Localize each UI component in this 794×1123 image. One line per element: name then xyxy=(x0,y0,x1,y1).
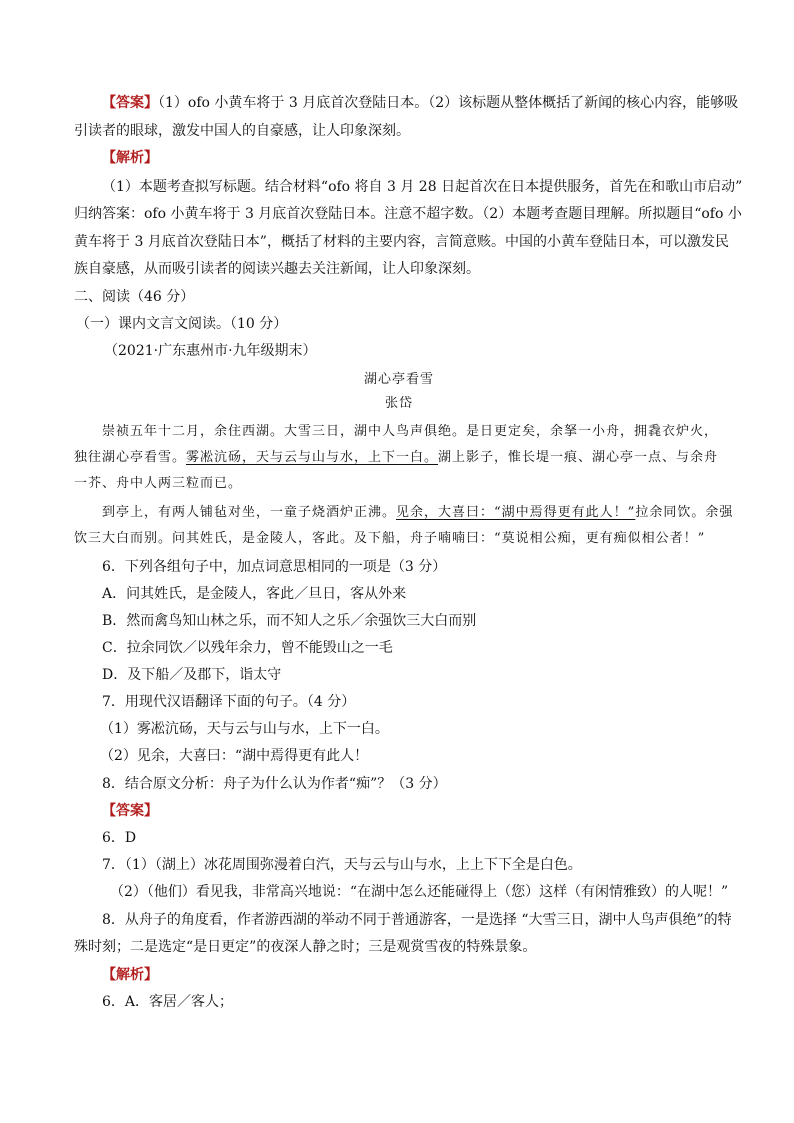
passage-p1-line-2: 独往湖心亭看雪。雾凇沆砀，天与云与山与水，上下一白。湖上影子，惟长堤一痕、湖心亭一点、与余舟 xyxy=(74,450,719,465)
passage-title: 湖心亭看雪 xyxy=(363,372,434,387)
passage-p1-line-3: 一芥、舟中人两三粒而已。 xyxy=(74,476,243,491)
passage-author: 张岱 xyxy=(384,396,413,411)
analysis-line-4: 族自豪感，从而吸引读者的阅读兴趣去关注新闻，让人印象深刻。 xyxy=(74,261,480,277)
analysis-6: 6．A．客居／客人； xyxy=(102,994,234,1010)
question-7: 7．用现代汉语翻译下面的句子。（4 分） xyxy=(102,694,356,710)
question-6-option-d: D．及下船／及郡下，诣太守 xyxy=(102,667,282,683)
answer-tag: 【答案】 xyxy=(102,95,158,111)
analysis2-tag: 【解析】 xyxy=(102,967,158,983)
question-6-option-c: C．拉余同饮／以残年余力，曾不能毁山之一毛 xyxy=(102,640,393,656)
answer-8-line-2: 殊时刻；二是选定“是日更定”的夜深人静之时；三是观赏雪夜的特殊景象。 xyxy=(74,939,537,955)
analysis-line-1: （1）本题考查拟写标题。结合材料“ofo 将自 3 月 28 日起首次在日本提供服务，首先在和歌山市启动” xyxy=(102,179,743,195)
answer-text: （1）ofo 小黄车将于 3 月底首次登陆日本。（2）该标题从整体概括了新闻的核心内容，能够吸 xyxy=(158,95,739,111)
question-6-option-a: A．问其姓氏，是金陵人，客此／旦日，客从外来 xyxy=(102,586,407,602)
underlined-sentence-2: 见余，大喜曰：“湖中焉得更有此人！” xyxy=(396,505,636,520)
underlined-sentence-1: 雾凇沆砀，天与云与山与水，上下一白。 xyxy=(186,450,439,465)
analysis-tag: 【解析】 xyxy=(102,150,158,166)
answer-7-1: 7．（1）（湖上）冰花周围弥漫着白汽，天与云与山与水，上上下下全是白色。 xyxy=(102,857,582,873)
answer-8-line-1: 8．从舟子的角度看，作者游西湖的举动不同于普通游客，一是选择 “大雪三日，湖中人鸟声俱绝”的特 xyxy=(102,912,732,928)
question-7-2: （2）见余，大喜曰：“湖中焉得更有此人！ xyxy=(100,748,369,764)
subsection-title: （一）课内文言文阅读。（10 分） xyxy=(76,316,288,332)
passage-p2-line-2: 饮三大白而别。问其姓氏，是金陵人，客此。及下船，舟子喃喃曰：“莫说相公痴，更有痴似相公者！” xyxy=(74,531,706,546)
analysis-line-3: 黄车将于 3 月底首次登陆日本”，概括了材料的主要内容，言简意赅。中国的小黄车登陆日本，可以激发民 xyxy=(74,234,729,250)
analysis-line-2: 归纳答案：ofo 小黄车将于 3 月底首次登陆日本。注意不超字数。（2）本题考查题目理解。所拟题目“ofo 小 xyxy=(74,206,742,222)
answer-7-2: （2）（他们）看见我，非常高兴地说：“在湖中怎么还能碰得上（您）这样（有闲情雅致）的人呢！” xyxy=(110,884,729,900)
answer-line-2: 引读者的眼球，激发中国人的自豪感，让人印象深刻。 xyxy=(74,123,410,139)
question-6: 6．下列各组句子中，加点词意思相同的一项是（3 分） xyxy=(102,559,447,575)
question-8: 8．结合原文分析：舟子为什么认为作者“痴”？（3 分） xyxy=(102,776,447,792)
question-source: （2021·广东惠州市·九年级期末） xyxy=(104,343,317,359)
answer-6: 6．D xyxy=(102,830,137,846)
answer-line-1 xyxy=(102,92,752,114)
question-6-option-b: B．然而禽鸟知山林之乐，而不知人之乐／余强饮三大白而别 xyxy=(102,613,477,629)
question-7-1: （1）雾凇沆砀，天与云与山与水，上下一白。 xyxy=(100,721,389,737)
section-title: 二、阅读（46 分） xyxy=(74,289,195,305)
passage-p1-line-1: 崇祯五年十二月，余住西湖。大雪三日，湖中人鸟声俱绝。是日更定矣，余拏一小舟，拥毳衣炉火， xyxy=(102,424,719,439)
passage-p2-line-1: 到亭上，有两人铺毡对坐，一童子烧酒炉正沸。见余，大喜曰：“湖中焉得更有此人！”拉余同饮。余强 xyxy=(102,505,734,520)
answer2-tag: 【答案】 xyxy=(102,803,158,819)
